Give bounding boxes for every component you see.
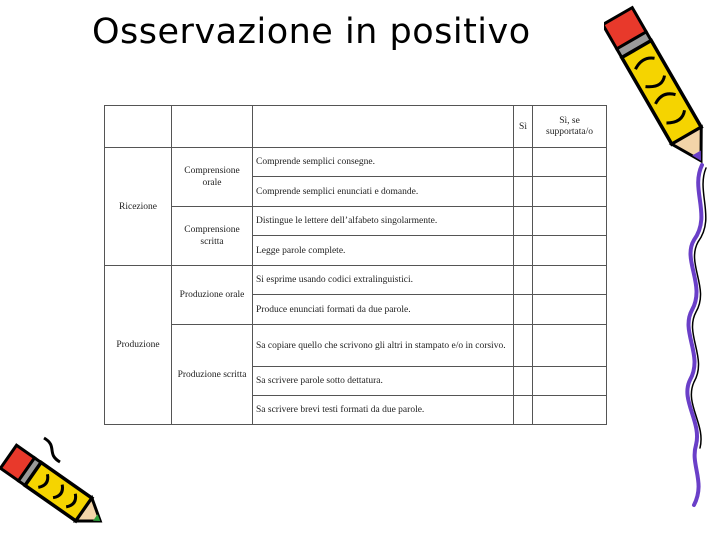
subgroup-label: Comprensione orale — [172, 148, 253, 207]
table-row — [105, 207, 607, 236]
supported-cell[interactable] — [533, 295, 607, 325]
yes-cell[interactable] — [514, 367, 533, 396]
item-text: Distingue le lettere dell’alfabeto singolarmente. — [253, 207, 514, 236]
header-cell-empty — [105, 106, 172, 148]
yes-cell[interactable] — [514, 177, 533, 207]
supported-cell[interactable] — [533, 266, 607, 295]
item-text: Si esprime usando codici extralinguistici. — [253, 266, 514, 295]
yes-cell[interactable] — [514, 236, 533, 266]
table-row — [105, 266, 607, 295]
yes-cell[interactable] — [514, 148, 533, 177]
item-text: Produce enunciati formati da due parole. — [253, 295, 514, 325]
item-text: Sa copiare quello che scrivono gli altri in stampato e/o in corsivo. — [253, 325, 514, 367]
header-cell-empty — [253, 106, 514, 148]
pencil-icon — [0, 428, 112, 534]
supported-cell[interactable] — [533, 396, 607, 425]
header-yes-if-supported: Sì, se supportata/o — [533, 106, 607, 148]
group-label: Produzione — [105, 266, 172, 425]
item-text: Sa scrivere parole sotto dettatura. — [253, 367, 514, 396]
yes-cell[interactable] — [514, 266, 533, 295]
subgroup-label: Comprensione scritta — [172, 207, 253, 266]
pencil-icon — [604, 0, 714, 175]
yes-cell[interactable] — [514, 207, 533, 236]
subgroup-label: Produzione orale — [172, 266, 253, 325]
yes-cell[interactable] — [514, 325, 533, 367]
subgroup-label: Produzione scritta — [172, 325, 253, 425]
supported-cell[interactable] — [533, 148, 607, 177]
yes-cell[interactable] — [514, 396, 533, 425]
item-text: Comprende semplici consegne. — [253, 148, 514, 177]
supported-cell[interactable] — [533, 367, 607, 396]
observation-table — [104, 105, 607, 425]
table-row — [105, 148, 607, 177]
header-cell-empty — [172, 106, 253, 148]
supported-cell[interactable] — [533, 325, 607, 367]
supported-cell[interactable] — [533, 236, 607, 266]
table-header-row — [105, 106, 607, 148]
item-text: Sa scrivere brevi testi formati da due parole. — [253, 396, 514, 425]
header-yes: Sì — [514, 106, 533, 148]
item-text: Legge parole complete. — [253, 236, 514, 266]
slide-title: Osservazione in positivo — [92, 12, 531, 52]
table-row — [105, 325, 607, 367]
supported-cell[interactable] — [533, 177, 607, 207]
yes-cell[interactable] — [514, 295, 533, 325]
item-text: Comprende semplici enunciati e domande. — [253, 177, 514, 207]
supported-cell[interactable] — [533, 207, 607, 236]
group-label: Ricezione — [105, 148, 172, 266]
squiggle-line — [672, 160, 718, 510]
